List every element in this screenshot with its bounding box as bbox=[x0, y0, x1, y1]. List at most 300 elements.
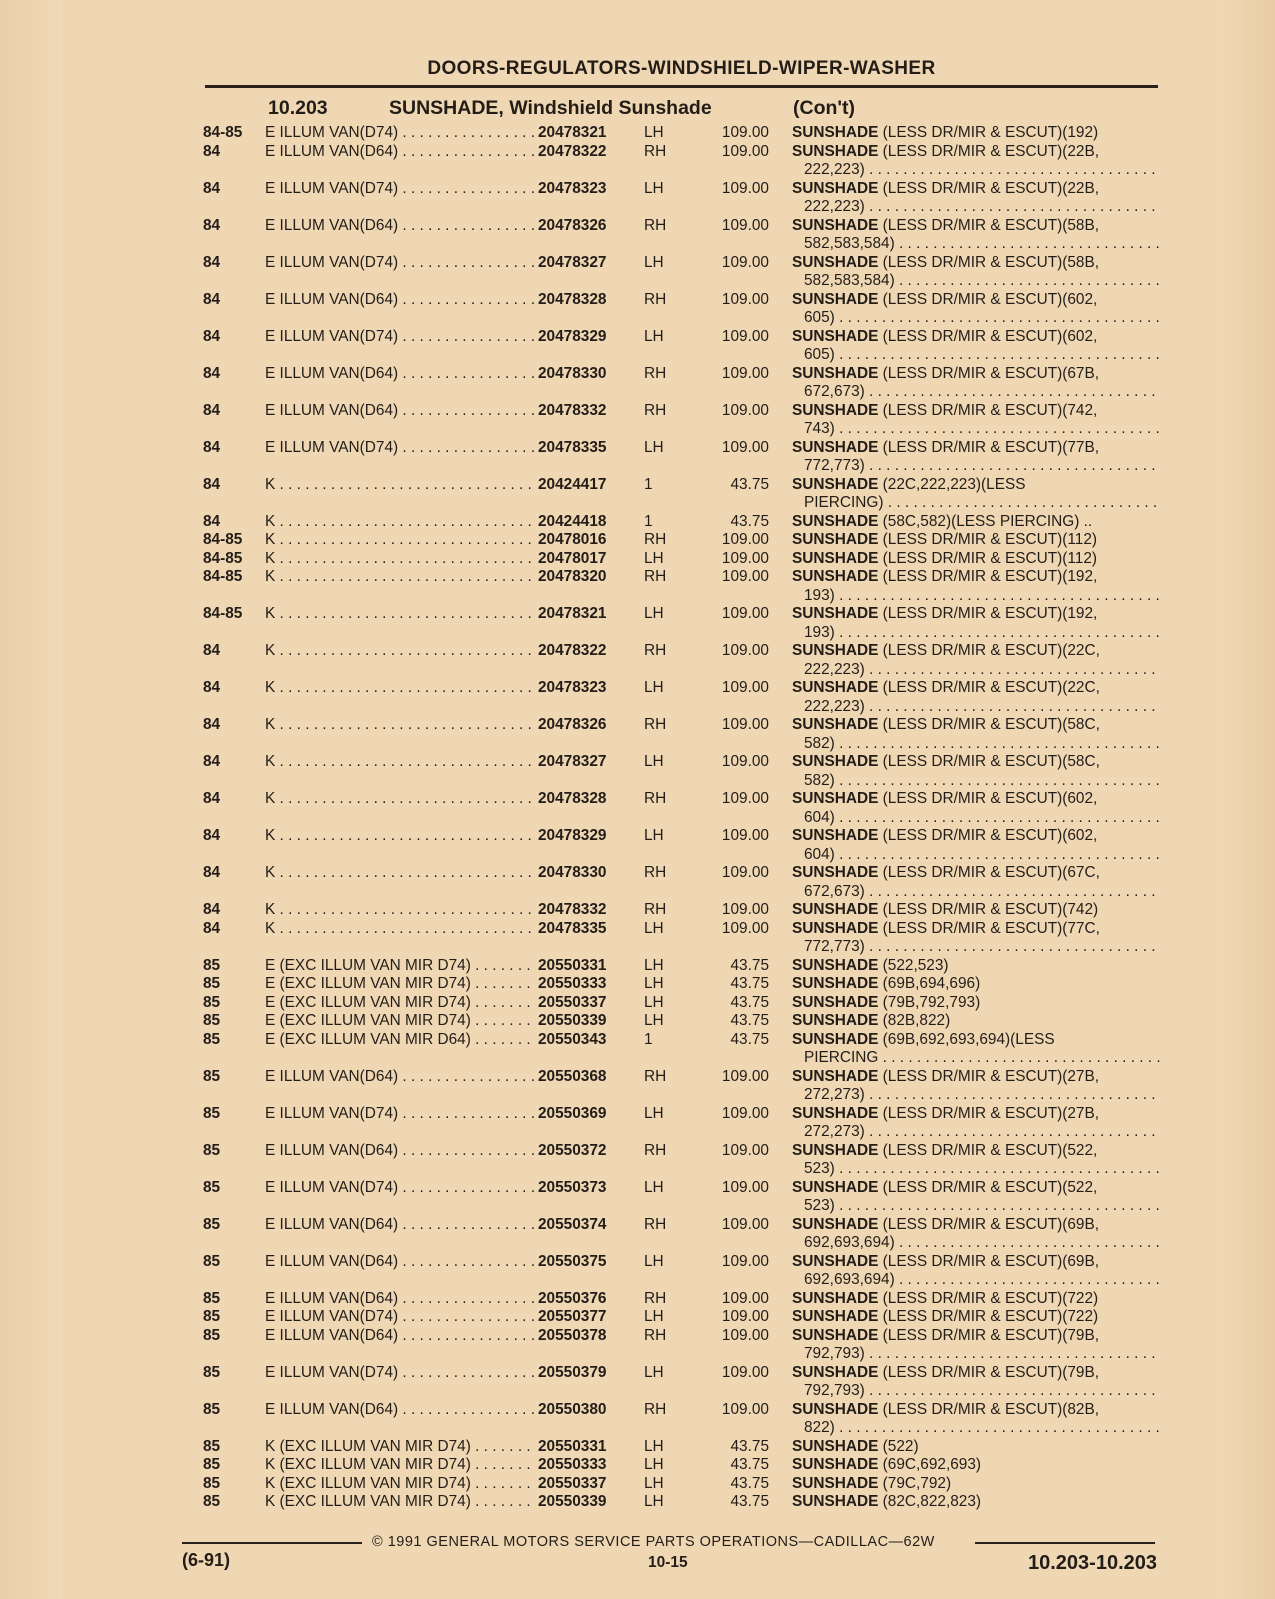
part-description-continued: 792,793) . . . bbox=[804, 1382, 1160, 1401]
list-item bbox=[0, 957, 1275, 976]
part-number: 20478320 bbox=[534, 568, 638, 587]
list-item bbox=[0, 605, 1275, 624]
part-name: SUNSHADE bbox=[792, 1308, 879, 1325]
part-description-continued: PIERCING . . . bbox=[804, 1049, 1160, 1068]
model-year: 85 bbox=[203, 1178, 221, 1196]
model-description: K . . . bbox=[265, 920, 535, 939]
part-description-continued: 605) . . . bbox=[804, 309, 1160, 328]
section-continued: (Con't) bbox=[793, 97, 856, 119]
price: 109.00 bbox=[721, 1252, 769, 1270]
price: 109.00 bbox=[721, 1141, 769, 1159]
part-description bbox=[792, 1364, 1160, 1383]
model-year: 84 bbox=[203, 753, 221, 770]
price: 109.00 bbox=[721, 716, 769, 733]
part-application: (LESS DR/MIR & ESCUT)(602, bbox=[878, 327, 1098, 345]
part-application: (LESS DR/MIR & ESCUT)(192, bbox=[878, 605, 1098, 622]
part-description bbox=[792, 1290, 1160, 1309]
part-number: 20478335 bbox=[534, 439, 638, 458]
quantity-side: LH bbox=[644, 549, 664, 567]
part-name: SUNSHADE bbox=[792, 216, 879, 234]
part-description-continued: 772,773) . . . bbox=[804, 457, 1160, 476]
part-number: 20478330 bbox=[534, 365, 638, 384]
model-year: 84 bbox=[203, 716, 221, 733]
quantity-side: LH bbox=[644, 679, 664, 696]
part-description-continued: 604) . . . bbox=[804, 809, 1160, 828]
quantity-side: LH bbox=[644, 993, 664, 1011]
list-item bbox=[0, 1438, 1275, 1457]
part-description-continued: 222,223) . . . bbox=[804, 661, 1160, 680]
part-name: SUNSHADE bbox=[792, 1326, 879, 1344]
part-name: SUNSHADE bbox=[792, 975, 879, 992]
part-description bbox=[792, 1456, 1160, 1475]
model-description: K . . . bbox=[265, 827, 535, 846]
part-description-continued: 582) . . . bbox=[804, 772, 1160, 791]
price: 109.00 bbox=[721, 753, 769, 770]
list-item-continuation bbox=[0, 235, 1275, 254]
model-description: K (EXC ILLUM VAN MIR D74) . . . bbox=[265, 1438, 535, 1457]
part-description bbox=[792, 328, 1160, 347]
part-description bbox=[792, 568, 1160, 587]
section-number: 10.203 bbox=[268, 97, 328, 119]
list-item bbox=[0, 920, 1275, 939]
list-item-continuation bbox=[0, 161, 1275, 180]
price: 109.00 bbox=[721, 864, 769, 881]
part-name: SUNSHADE bbox=[792, 864, 879, 881]
list-item bbox=[0, 124, 1275, 143]
part-description-continued: 272,273) . . . bbox=[804, 1123, 1160, 1142]
price: 43.75 bbox=[730, 956, 769, 974]
part-number: 20424418 bbox=[534, 513, 638, 532]
price: 109.00 bbox=[721, 124, 769, 141]
model-year: 84-85 bbox=[203, 124, 243, 141]
quantity-side: LH bbox=[644, 827, 664, 844]
list-item-continuation bbox=[0, 735, 1275, 754]
quantity-side: LH bbox=[644, 1437, 664, 1455]
list-item-continuation bbox=[0, 698, 1275, 717]
quantity-side: LH bbox=[644, 753, 664, 770]
part-application: (LESS DR/MIR & ESCUT)(22C, bbox=[878, 679, 1100, 696]
part-number: 20478323 bbox=[534, 180, 638, 199]
model-year: 84-85 bbox=[203, 531, 243, 548]
model-year: 84 bbox=[203, 901, 221, 918]
price: 109.00 bbox=[721, 1289, 769, 1307]
list-item bbox=[0, 1290, 1275, 1309]
quantity-side: RH bbox=[644, 1326, 667, 1344]
part-application: (LESS DR/MIR & ESCUT)(27B, bbox=[878, 1104, 1100, 1122]
part-application: (LESS DR/MIR & ESCUT)(82B, bbox=[878, 1400, 1100, 1418]
quantity-side: RH bbox=[644, 864, 667, 881]
part-description bbox=[792, 439, 1160, 458]
part-application: (LESS DR/MIR & ESCUT)(22B, bbox=[878, 179, 1100, 197]
part-description-continued: 272,273) . . . bbox=[804, 1086, 1160, 1105]
list-item bbox=[0, 679, 1275, 698]
price: 109.00 bbox=[721, 364, 769, 382]
part-description-continued: 672,673) . . . bbox=[804, 383, 1160, 402]
price: 109.00 bbox=[721, 1326, 769, 1344]
price: 109.00 bbox=[721, 679, 769, 696]
part-description-continued: 582,583,584) . . . bbox=[804, 272, 1160, 291]
list-item-continuation bbox=[0, 494, 1275, 513]
part-application: (LESS DR/MIR & ESCUT)(602, bbox=[878, 827, 1098, 844]
model-description: E ILLUM VAN(D64) . . . bbox=[265, 291, 535, 310]
part-description bbox=[792, 1401, 1160, 1420]
part-description bbox=[792, 679, 1160, 698]
part-description-continued: 605) . . . bbox=[804, 346, 1160, 365]
list-item-continuation bbox=[0, 809, 1275, 828]
price: 109.00 bbox=[721, 919, 769, 937]
list-item bbox=[0, 716, 1275, 735]
quantity-side: LH bbox=[644, 1012, 664, 1029]
price: 43.75 bbox=[730, 975, 769, 992]
part-number: 20478017 bbox=[534, 550, 638, 569]
part-name: SUNSHADE bbox=[792, 1400, 879, 1418]
model-year: 84 bbox=[203, 827, 221, 844]
part-application: (LESS DR/MIR & ESCUT)(742) bbox=[878, 901, 1099, 918]
model-description: E ILLUM VAN(D64) . . . bbox=[265, 402, 535, 421]
part-description-continued: 672,673) . . . bbox=[804, 883, 1160, 902]
part-name: SUNSHADE bbox=[792, 531, 879, 548]
part-application: (82B,822) bbox=[878, 1012, 951, 1029]
model-description: E ILLUM VAN(D74) . . . bbox=[265, 1364, 535, 1383]
list-item bbox=[0, 1105, 1275, 1124]
model-description: K . . . bbox=[265, 790, 535, 809]
part-description bbox=[792, 901, 1160, 920]
model-year: 85 bbox=[203, 1474, 221, 1492]
part-application: (LESS DR/MIR & ESCUT)(192, bbox=[878, 568, 1098, 585]
part-name: SUNSHADE bbox=[792, 142, 879, 160]
part-name: SUNSHADE bbox=[792, 1104, 879, 1122]
part-number: 20550376 bbox=[534, 1290, 638, 1309]
quantity-side: 1 bbox=[644, 1030, 653, 1048]
list-item-continuation bbox=[0, 1123, 1275, 1142]
model-year: 85 bbox=[203, 1400, 221, 1418]
model-description: E (EXC ILLUM VAN MIR D74) . . . bbox=[265, 975, 535, 994]
part-description-continued: 822) . . . bbox=[804, 1419, 1160, 1438]
part-number: 20478328 bbox=[534, 291, 638, 310]
model-year: 84 bbox=[203, 919, 221, 937]
price: 109.00 bbox=[721, 642, 769, 659]
part-description bbox=[792, 365, 1160, 384]
list-item-continuation bbox=[0, 772, 1275, 791]
part-name: SUNSHADE bbox=[792, 401, 879, 419]
part-name: SUNSHADE bbox=[792, 1178, 879, 1196]
price: 109.00 bbox=[721, 216, 769, 234]
list-item-continuation bbox=[0, 1086, 1275, 1105]
part-number: 20478321 bbox=[534, 124, 638, 143]
list-item bbox=[0, 365, 1275, 384]
part-number: 20550369 bbox=[534, 1105, 638, 1124]
model-description: E ILLUM VAN(D64) . . . bbox=[265, 365, 535, 384]
footer-page-number: 10-15 bbox=[648, 1554, 688, 1571]
list-item-continuation bbox=[0, 457, 1275, 476]
part-number: 20478329 bbox=[534, 827, 638, 846]
part-name: SUNSHADE bbox=[792, 1456, 879, 1473]
quantity-side: LH bbox=[644, 1252, 664, 1270]
list-item-continuation bbox=[0, 272, 1275, 291]
model-year: 84 bbox=[203, 216, 221, 234]
list-item bbox=[0, 550, 1275, 569]
part-number: 20478327 bbox=[534, 753, 638, 772]
model-year: 85 bbox=[203, 1252, 221, 1270]
model-description: E ILLUM VAN(D64) . . . bbox=[265, 1327, 535, 1346]
quantity-side: LH bbox=[644, 327, 664, 345]
list-item bbox=[0, 1012, 1275, 1031]
list-item bbox=[0, 1475, 1275, 1494]
part-name: SUNSHADE bbox=[792, 438, 879, 456]
model-description: E ILLUM VAN(D74) . . . bbox=[265, 1179, 535, 1198]
quantity-side: LH bbox=[644, 1178, 664, 1196]
list-item bbox=[0, 1327, 1275, 1346]
part-description bbox=[792, 143, 1160, 162]
part-application: (LESS DR/MIR & ESCUT)(67B, bbox=[878, 364, 1100, 382]
price: 109.00 bbox=[721, 1400, 769, 1418]
quantity-side: LH bbox=[644, 605, 664, 622]
list-item bbox=[0, 1401, 1275, 1420]
model-description: K . . . bbox=[265, 716, 535, 735]
model-description: E ILLUM VAN(D74) . . . bbox=[265, 1308, 535, 1327]
part-number: 20478322 bbox=[534, 642, 638, 661]
part-description-continued: 193) . . . bbox=[804, 587, 1160, 606]
part-application: (LESS DR/MIR & ESCUT)(77C, bbox=[878, 919, 1100, 937]
model-description: K . . . bbox=[265, 568, 535, 587]
price: 109.00 bbox=[721, 438, 769, 456]
part-number: 20550339 bbox=[534, 1493, 638, 1512]
part-name: SUNSHADE bbox=[792, 1363, 879, 1381]
model-description: E ILLUM VAN(D74) . . . bbox=[265, 124, 535, 143]
part-number: 20550339 bbox=[534, 1012, 638, 1031]
list-item-continuation bbox=[0, 346, 1275, 365]
model-year: 85 bbox=[203, 1456, 221, 1473]
list-item-continuation bbox=[0, 1234, 1275, 1253]
list-item bbox=[0, 1216, 1275, 1235]
list-item-continuation bbox=[0, 420, 1275, 439]
model-description: E ILLUM VAN(D74) . . . bbox=[265, 439, 535, 458]
quantity-side: LH bbox=[644, 124, 664, 141]
list-item bbox=[0, 180, 1275, 199]
model-description: E ILLUM VAN(D74) . . . bbox=[265, 328, 535, 347]
part-name: SUNSHADE bbox=[792, 716, 879, 733]
price: 43.75 bbox=[730, 1474, 769, 1492]
model-year: 84 bbox=[203, 438, 221, 456]
list-item-continuation bbox=[0, 661, 1275, 680]
part-description-continued: 792,793) . . . bbox=[804, 1345, 1160, 1364]
part-description bbox=[792, 402, 1160, 421]
quantity-side: LH bbox=[644, 253, 664, 271]
part-description bbox=[792, 1179, 1160, 1198]
price: 43.75 bbox=[730, 1012, 769, 1029]
model-year: 85 bbox=[203, 1067, 221, 1085]
part-description-continued: 523) . . . bbox=[804, 1197, 1160, 1216]
list-item-continuation bbox=[0, 309, 1275, 328]
list-item-continuation bbox=[0, 938, 1275, 957]
part-name: SUNSHADE bbox=[792, 1012, 879, 1029]
list-item bbox=[0, 1253, 1275, 1272]
list-item bbox=[0, 642, 1275, 661]
part-number: 20550333 bbox=[534, 1456, 638, 1475]
quantity-side: RH bbox=[644, 1289, 667, 1307]
model-description: K (EXC ILLUM VAN MIR D74) . . . bbox=[265, 1475, 535, 1494]
list-item-continuation bbox=[0, 1382, 1275, 1401]
part-number: 20478321 bbox=[534, 605, 638, 624]
part-application: (LESS DR/MIR & ESCUT)(602, bbox=[878, 290, 1098, 308]
part-application: (LESS DR/MIR & ESCUT)(67C, bbox=[878, 864, 1100, 881]
part-application: (69C,692,693) bbox=[878, 1456, 982, 1473]
list-item-continuation bbox=[0, 846, 1275, 865]
price: 109.00 bbox=[721, 568, 769, 585]
list-item bbox=[0, 291, 1275, 310]
part-number: 20478335 bbox=[534, 920, 638, 939]
quantity-side: LH bbox=[644, 975, 664, 992]
part-description bbox=[792, 254, 1160, 273]
part-description bbox=[792, 1253, 1160, 1272]
part-description bbox=[792, 1475, 1160, 1494]
price: 109.00 bbox=[721, 1104, 769, 1122]
part-number: 20550374 bbox=[534, 1216, 638, 1235]
model-year: 84 bbox=[203, 364, 221, 382]
model-year: 85 bbox=[203, 1437, 221, 1455]
list-item bbox=[0, 827, 1275, 846]
quantity-side: RH bbox=[644, 901, 667, 918]
model-year: 84 bbox=[203, 290, 221, 308]
quantity-side: RH bbox=[644, 401, 667, 419]
part-number: 20478332 bbox=[534, 901, 638, 920]
part-description bbox=[792, 531, 1160, 550]
part-application: (LESS DR/MIR & ESCUT)(58B, bbox=[878, 253, 1100, 271]
part-name: SUNSHADE bbox=[792, 1067, 879, 1085]
list-item-continuation bbox=[0, 587, 1275, 606]
model-year: 85 bbox=[203, 1289, 221, 1307]
model-description: E ILLUM VAN(D64) . . . bbox=[265, 143, 535, 162]
part-name: SUNSHADE bbox=[792, 568, 879, 585]
part-application: (LESS DR/MIR & ESCUT)(522, bbox=[878, 1141, 1098, 1159]
list-item bbox=[0, 753, 1275, 772]
model-description: E ILLUM VAN(D74) . . . bbox=[265, 254, 535, 273]
parts-list bbox=[0, 124, 1275, 1512]
model-description: E (EXC ILLUM VAN MIR D74) . . . bbox=[265, 994, 535, 1013]
model-year: 85 bbox=[203, 1141, 221, 1159]
part-number: 20550375 bbox=[534, 1253, 638, 1272]
part-application: (LESS DR/MIR & ESCUT)(112) bbox=[878, 549, 1098, 567]
model-description: K . . . bbox=[265, 901, 535, 920]
model-year: 85 bbox=[203, 1104, 221, 1122]
part-application: (522) bbox=[878, 1437, 919, 1455]
list-item-continuation bbox=[0, 1160, 1275, 1179]
part-description bbox=[792, 180, 1160, 199]
list-item-continuation bbox=[0, 1271, 1275, 1290]
price: 43.75 bbox=[730, 1437, 769, 1455]
list-item bbox=[0, 328, 1275, 347]
price: 43.75 bbox=[730, 1493, 769, 1510]
price: 109.00 bbox=[721, 327, 769, 345]
part-number: 20478323 bbox=[534, 679, 638, 698]
part-number: 20550331 bbox=[534, 957, 638, 976]
part-name: SUNSHADE bbox=[792, 605, 879, 622]
model-description: E ILLUM VAN(D64) . . . bbox=[265, 217, 535, 236]
price: 109.00 bbox=[721, 1363, 769, 1381]
part-application: (LESS DR/MIR & ESCUT)(79B, bbox=[878, 1326, 1100, 1344]
model-year: 85 bbox=[203, 993, 221, 1011]
part-application: (522,523) bbox=[878, 956, 949, 974]
model-description: E (EXC ILLUM VAN MIR D74) . . . bbox=[265, 957, 535, 976]
list-item-continuation bbox=[0, 1049, 1275, 1068]
part-application: (69B,692,693,694)(LESS bbox=[878, 1030, 1055, 1048]
price: 43.75 bbox=[730, 475, 769, 493]
part-number: 20424417 bbox=[534, 476, 638, 495]
quantity-side: RH bbox=[644, 790, 667, 807]
part-name: SUNSHADE bbox=[792, 290, 879, 308]
list-item bbox=[0, 513, 1275, 532]
part-description bbox=[792, 642, 1160, 661]
price: 109.00 bbox=[721, 179, 769, 197]
price: 109.00 bbox=[721, 531, 769, 548]
quantity-side: LH bbox=[644, 179, 664, 197]
list-item bbox=[0, 1364, 1275, 1383]
price: 109.00 bbox=[721, 790, 769, 807]
part-application: (LESS DR/MIR & ESCUT)(722) bbox=[878, 1289, 1099, 1307]
model-year: 84 bbox=[203, 864, 221, 881]
quantity-side: RH bbox=[644, 290, 667, 308]
quantity-side: LH bbox=[644, 1363, 664, 1381]
part-description-continued: 692,693,694) . . . bbox=[804, 1234, 1160, 1253]
part-description bbox=[792, 994, 1160, 1013]
part-description bbox=[792, 975, 1160, 994]
footer-copyright: © 1991 GENERAL MOTORS SERVICE PARTS OPERATIONS—CADILLAC—62W bbox=[372, 1534, 935, 1550]
part-application: (LESS DR/MIR & ESCUT)(112) bbox=[878, 531, 1098, 548]
part-number: 20478327 bbox=[534, 254, 638, 273]
price: 109.00 bbox=[721, 401, 769, 419]
price: 109.00 bbox=[721, 290, 769, 308]
part-description bbox=[792, 1012, 1160, 1031]
part-application: (79C,792) bbox=[878, 1474, 952, 1492]
model-description: E (EXC ILLUM VAN MIR D64) . . . bbox=[265, 1031, 535, 1050]
model-year: 85 bbox=[203, 956, 221, 974]
quantity-side: LH bbox=[644, 956, 664, 974]
model-description: E ILLUM VAN(D64) . . . bbox=[265, 1253, 535, 1272]
model-year: 85 bbox=[203, 1326, 221, 1344]
part-description bbox=[792, 124, 1160, 143]
part-description bbox=[792, 605, 1160, 624]
part-name: SUNSHADE bbox=[792, 1474, 879, 1492]
list-item bbox=[0, 143, 1275, 162]
model-year: 84 bbox=[203, 327, 221, 345]
part-name: SUNSHADE bbox=[792, 549, 879, 567]
part-application: (58C,582)(LESS PIERCING) .. bbox=[878, 512, 1093, 530]
part-description-continued: 222,223) . . . bbox=[804, 698, 1160, 717]
part-description-continued: 193) . . . bbox=[804, 624, 1160, 643]
list-item-continuation bbox=[0, 1197, 1275, 1216]
quantity-side: 1 bbox=[644, 512, 653, 530]
list-item bbox=[0, 1456, 1275, 1475]
quantity-side: LH bbox=[644, 919, 664, 937]
part-application: (79B,792,793) bbox=[878, 993, 981, 1011]
part-application: (LESS DR/MIR & ESCUT)(522, bbox=[878, 1178, 1098, 1196]
part-application: (LESS DR/MIR & ESCUT)(27B, bbox=[878, 1067, 1100, 1085]
part-name: SUNSHADE bbox=[792, 1141, 879, 1159]
model-year: 84 bbox=[203, 179, 221, 197]
part-application: (LESS DR/MIR & ESCUT)(77B, bbox=[878, 438, 1100, 456]
quantity-side: RH bbox=[644, 1400, 667, 1418]
price: 109.00 bbox=[721, 605, 769, 622]
part-number: 20550372 bbox=[534, 1142, 638, 1161]
part-description bbox=[792, 753, 1160, 772]
model-description: K . . . bbox=[265, 753, 535, 772]
part-name: SUNSHADE bbox=[792, 790, 879, 807]
part-application: (LESS DR/MIR & ESCUT)(22B, bbox=[878, 142, 1100, 160]
price: 109.00 bbox=[721, 253, 769, 271]
part-name: SUNSHADE bbox=[792, 179, 879, 197]
part-application: (LESS DR/MIR & ESCUT)(742, bbox=[878, 401, 1098, 419]
part-description bbox=[792, 1308, 1160, 1327]
